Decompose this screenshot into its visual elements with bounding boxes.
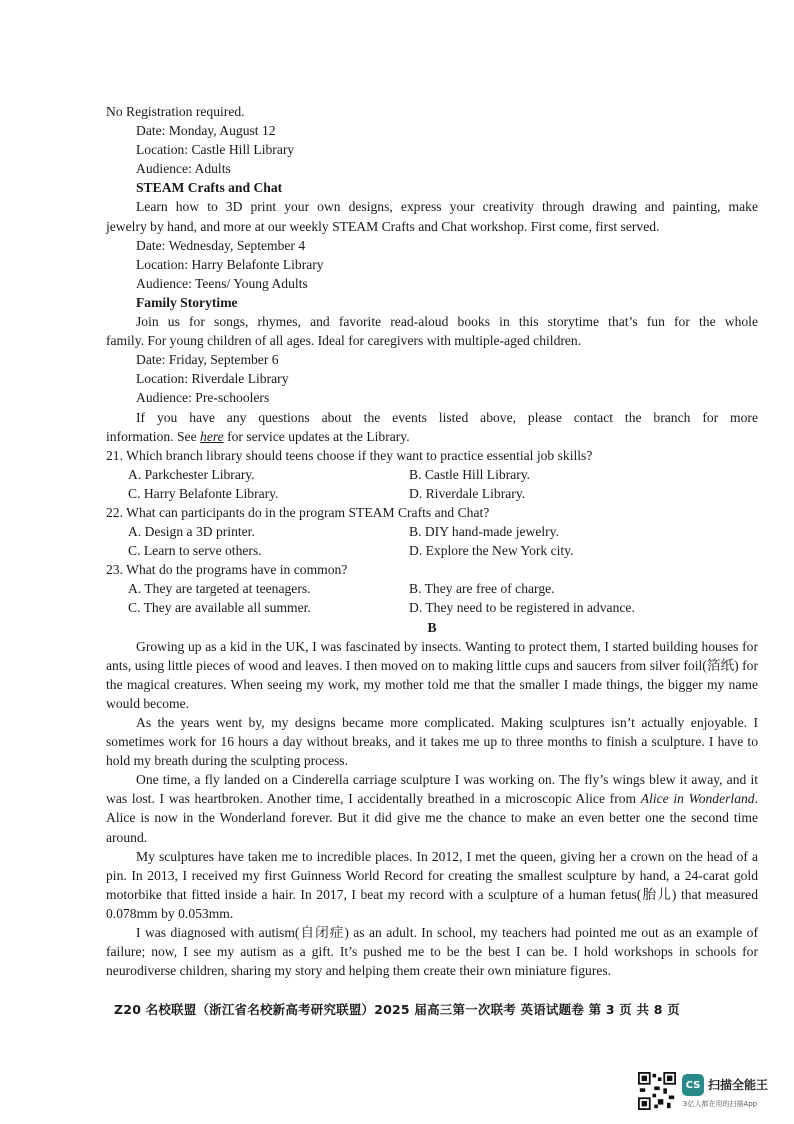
scanner-app-name: 扫描全能王 <box>708 1078 769 1092</box>
event-desc-line: jewelry by hand, and more at our weekly STEAM Crafts and Chat workshop. First come, first served. <box>106 218 660 234</box>
passage-paragraph: Growing up as a kid in the UK, I was fascinated by insects. Wanting to protect them, I started building houses for ants, using little pieces of wood and leaves. I then moved on to making little cups and saucers from silver foil(箔纸) for the magical creatures. When seeing my work, my mother told me that the smaller I made things, the bigger my name would become. <box>106 638 758 711</box>
here-link[interactable]: here <box>200 428 224 444</box>
option-a: A. Design a 3D printer. <box>128 524 255 540</box>
passage-text: . Alice is now in the Wonderland forever. But it did give me the chance to make an even better one the second time around. <box>106 791 758 845</box>
options-row <box>106 541 758 560</box>
event-date: Date: Wednesday, September 4 <box>136 237 306 253</box>
contact-line: If you have any questions about the events listed above, please contact the branch for more <box>136 409 758 425</box>
option-d: D. They need to be registered in advance. <box>409 600 635 616</box>
contact-text: for service updates at the Library. <box>223 428 410 444</box>
section-letter: B <box>427 619 437 635</box>
passage-paragraph: As the years went by, my designs became more complicated. Making sculptures isn’t actually enjoyable. I sometimes work for 16 hours a day without breaks, and it takes me up to three months to finish a sculpture. I have to hold my breath during the sculpting process. <box>106 715 758 769</box>
option-b: B. DIY hand-made jewelry. <box>409 524 559 540</box>
option-a: A. Parkchester Library. <box>128 466 255 482</box>
event-desc-line: Learn how to 3D print your own designs, express your creativity through drawing and painting, make <box>136 199 758 215</box>
options-row <box>106 579 758 598</box>
event-audience: Audience: Pre-schoolers <box>136 390 270 406</box>
event-desc-line: family. For young children of all ages. Ideal for caregivers with multiple-aged children. <box>106 333 582 349</box>
options-row <box>106 465 758 484</box>
event-audience: Audience: Teens/ Young Adults <box>136 275 308 291</box>
event-location: Location: Harry Belafonte Library <box>136 256 324 272</box>
options-row <box>106 598 758 617</box>
scanner-tagline: 3亿人都在用的扫描App <box>683 1100 758 1108</box>
scanner-logo-icon: CS <box>682 1074 704 1096</box>
option-d: D. Riverdale Library. <box>409 485 526 501</box>
options-row <box>106 484 758 503</box>
event-date: Date: Monday, August 12 <box>136 123 276 139</box>
option-c: C. Harry Belafonte Library. <box>128 485 279 501</box>
question-stem: 23. What do the programs have in common? <box>106 562 348 578</box>
option-b: B. Castle Hill Library. <box>409 466 531 482</box>
qr-code-icon <box>638 1072 676 1110</box>
passage-text: One time, a fly landed on a Cinderella carriage sculpture I was working on. The fly’s wings blew it away, and it was lost. I was heartbroken. Another time, I accidentally breathed in a microscopic Alice from <box>106 772 758 807</box>
passage-paragraph: My sculptures have taken me to incredible places. In 2012, I met the queen, giving her a crown on the head of a pin. In 2013, I received my first Guinness World Record for creating the smallest sculpture by hand, a 24-carat gold motorbike that fitted inside a hair. In 2017, I beat my record with a sculpture of a human fetus(胎儿) that measured 0.078mm by 0.053mm. <box>106 848 758 921</box>
option-c: C. Learn to serve others. <box>128 543 262 559</box>
event-title-steam: STEAM Crafts and Chat <box>136 180 283 196</box>
event-desc-line: Join us for songs, rhymes, and favorite read-aloud books in this storytime that’s fun for the whole <box>136 314 758 330</box>
option-c: C. They are available all summer. <box>128 600 311 616</box>
question-stem: 22. What can participants do in the program STEAM Crafts and Chat? <box>106 504 490 520</box>
contact-line-2 <box>106 427 758 446</box>
passage-paragraph: I was diagnosed with autism(自闭症) as an adult. In school, my teachers had pointed me out as an example of failure; now, I see my autism as a gift. It’s pushed me to be the best I can be. I hold workshops in schools for neurodiverse children, sharing my story and helping them create their own miniature figures. <box>106 925 758 979</box>
options-row <box>106 522 758 541</box>
page-footer: Z20 名校联盟（浙江省名校新高考研究联盟）2025 届高三第一次联考 英语试题卷 第 3 页 共 8 页 <box>114 1002 680 1017</box>
event-title-storytime: Family Storytime <box>136 294 238 310</box>
contact-text: information. See <box>106 428 201 444</box>
book-title: Alice in Wonderland <box>640 791 755 807</box>
event-date: Date: Friday, September 6 <box>136 352 279 368</box>
no-registration-line: No Registration required. <box>106 104 245 119</box>
event-audience: Audience: Adults <box>136 161 231 177</box>
event-location: Location: Castle Hill Library <box>136 142 295 158</box>
question-stem: 21. Which branch library should teens choose if they want to practice essential job skills? <box>106 447 593 463</box>
option-b: B. They are free of charge. <box>409 581 555 597</box>
option-a: A. They are targeted at teenagers. <box>128 581 311 597</box>
page-content <box>106 102 758 980</box>
passage-paragraph <box>106 770 758 846</box>
option-d: D. Explore the New York city. <box>409 543 574 559</box>
event-location: Location: Riverdale Library <box>136 371 289 387</box>
